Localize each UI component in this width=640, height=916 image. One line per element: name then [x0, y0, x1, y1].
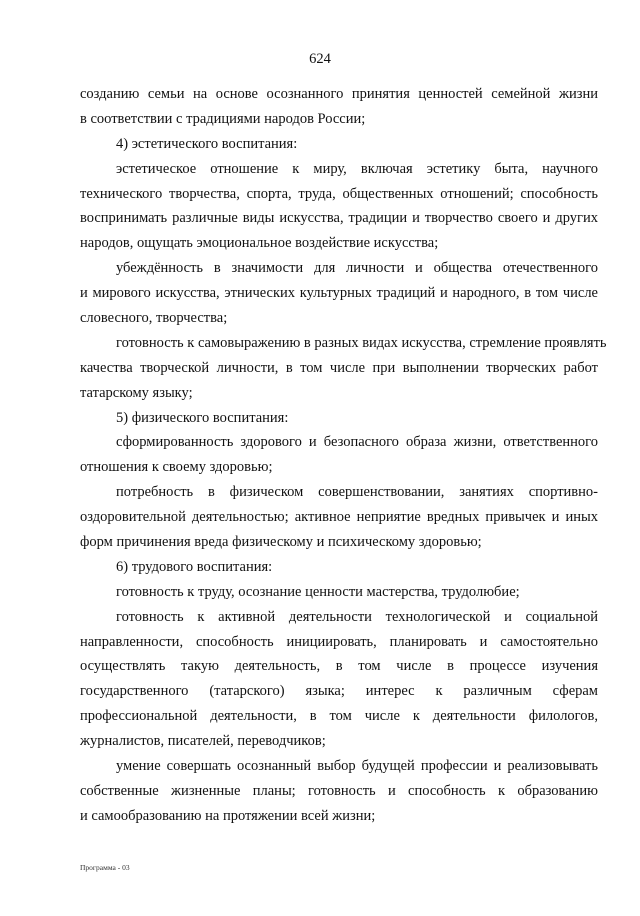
- text-line: отношения к своему здоровью;: [80, 459, 273, 476]
- text-line: потребность в физическом совершенствовании, занятиях спортивно-: [116, 484, 598, 501]
- text-line: татарскому языку;: [80, 384, 193, 401]
- section-heading: 5) физического воспитания:: [116, 409, 289, 426]
- text-line: и самообразованию на протяжении всей жизни;: [80, 807, 376, 824]
- text-line: народов, ощущать эмоциональное воздействие искусства;: [80, 235, 439, 252]
- section-heading: 6) трудового воспитания:: [116, 558, 273, 575]
- text-line: профессиональной деятельности, в том числе к деятельности филологов,: [80, 708, 598, 725]
- text-line: государственного (татарского) языка; интерес к различным сферам: [80, 683, 598, 700]
- text-line: в соответствии с традициями народов России;: [80, 110, 366, 127]
- page-number: 624: [309, 51, 331, 67]
- text-line: технического творчества, спорта, труда, общественных отношений; способность: [80, 185, 598, 202]
- text-line: готовность к труду, осознание ценности мастерства, трудолюбие;: [116, 583, 520, 600]
- text-line: оздоровительной деятельностью; активное неприятие вредных привычек и иных: [80, 509, 598, 526]
- text-line: воспринимать различные виды искусства, традиции и творчество своего и других: [80, 210, 598, 227]
- text-line: осуществлять такую деятельность, в том числе в процессе изучения: [80, 658, 598, 675]
- text-line: готовность к самовыражению в разных видах искусства, стремление проявлять: [116, 334, 607, 351]
- text-line: направленности, способность инициировать, планировать и самостоятельно: [80, 633, 598, 650]
- text-line: эстетическое отношение к миру, включая эстетику быта, научного: [116, 160, 598, 177]
- text-line: и мирового искусства, этнических культурных традиций и народного, в том числе: [80, 285, 598, 302]
- text-line: журналистов, писателей, переводчиков;: [80, 733, 326, 750]
- document-body: [80, 82, 607, 829]
- text-line: умение совершать осознанный выбор будущей профессии и реализовывать: [116, 758, 598, 775]
- section-heading: 4) эстетического воспитания:: [116, 135, 298, 152]
- text-line: словесного, творчества;: [80, 310, 228, 327]
- footer-label: Программа - 03: [80, 863, 130, 872]
- text-line: качества творческой личности, в том числе при выполнении творческих работ: [80, 359, 598, 376]
- text-line: убеждённость в значимости для личности и общества отечественного: [116, 260, 598, 277]
- text-line: сформированность здорового и безопасного образа жизни, ответственного: [116, 434, 598, 451]
- text-line: форм причинения вреда физическому и психическому здоровью;: [80, 534, 482, 551]
- text-line: созданию семьи на основе осознанного принятия ценностей семейной жизни: [80, 86, 598, 102]
- text-line: собственные жизненные планы; готовность и способность к образованию: [80, 782, 598, 799]
- text-line: готовность к активной деятельности технологической и социальной: [116, 608, 598, 625]
